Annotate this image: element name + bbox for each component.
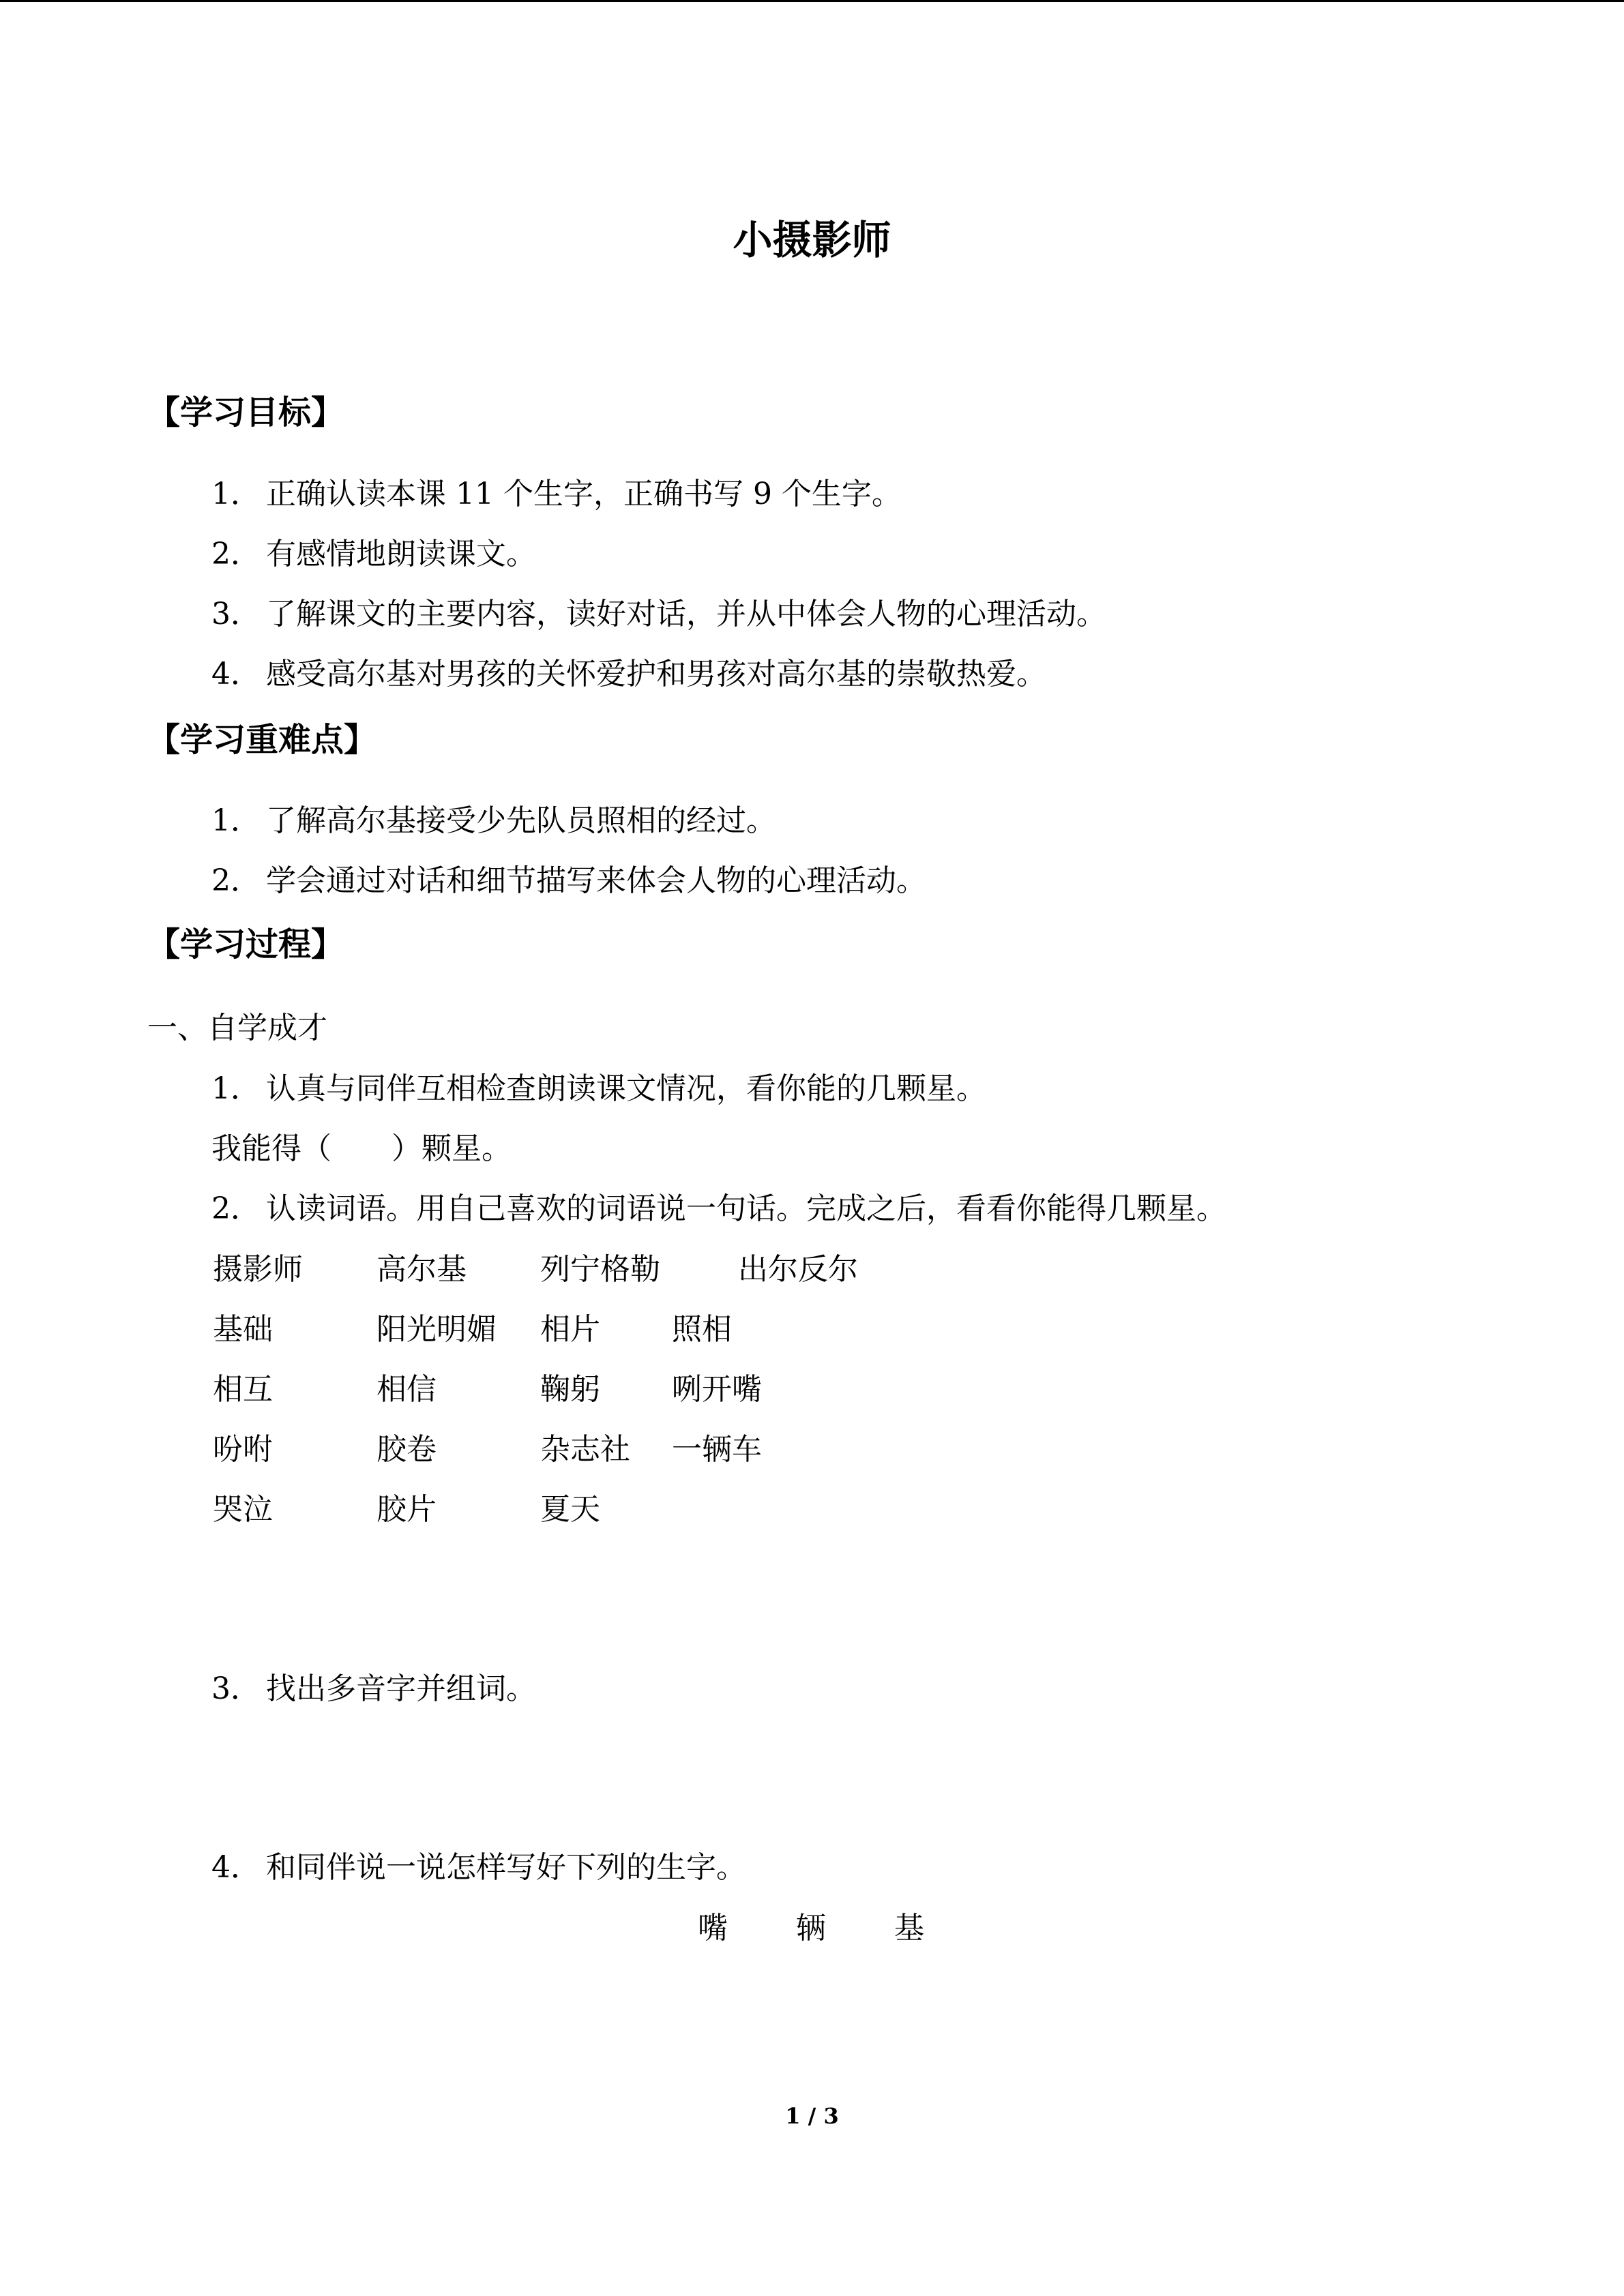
section-heading-process: 【学习过程】	[147, 925, 344, 964]
vocab-word: 列宁格勒	[540, 1252, 660, 1287]
item-text: 了解课文的主要内容，读好对话，并从中体会人物的心理活动。	[266, 597, 1106, 631]
item-number: 4．	[211, 657, 261, 691]
item-text: 了解高尔基接受少先队员照相的经过。	[266, 803, 776, 838]
vocab-word: 胶卷	[377, 1432, 437, 1467]
page-number: 1 / 3	[785, 2103, 839, 2129]
item-text: 有感情地朗读课文。	[266, 537, 536, 571]
item-number: 1．	[211, 477, 261, 511]
vocab-word: 哭泣	[213, 1492, 273, 1527]
vocab-word: 杂志社	[540, 1432, 630, 1467]
vocab-word: 相片	[540, 1312, 600, 1347]
vocab-word: 摄影师	[213, 1252, 303, 1287]
item-text: 认真与同伴互相检查朗读课文情况，看你能的几颗星。	[266, 1071, 986, 1106]
item-number: 2．	[211, 1191, 261, 1226]
section-heading-goals: 【学习目标】	[147, 393, 344, 432]
item-text: 认读词语。用自己喜欢的词语说一句话。完成之后，看看你能得几颗星。	[266, 1191, 1226, 1226]
vocab-word: 咧开嘴	[672, 1372, 762, 1407]
item-text: 找出多音字并组词。	[266, 1671, 536, 1706]
item-number: 1．	[211, 803, 261, 838]
vocab-word: 相信	[377, 1372, 437, 1407]
vocab-word: 照相	[672, 1312, 732, 1347]
item-number: 4．	[211, 1850, 261, 1885]
goal-item	[211, 473, 902, 516]
vocab-word: 鞠躬	[540, 1372, 600, 1407]
vocab-word: 阳光明媚	[377, 1312, 497, 1347]
item-text: 学会通过对话和细节描写来体会人物的心理活动。	[266, 863, 926, 898]
item-text: 感受高尔基对男孩的关怀爱护和男孩对高尔基的崇敬热爱。	[266, 657, 1046, 691]
part-title: 一、自学成才	[147, 1011, 327, 1045]
question-3	[211, 1667, 536, 1711]
item-text: 和同伴说一说怎样写好下列的生字。	[266, 1850, 746, 1885]
item-number: 1．	[211, 1071, 261, 1106]
question-1	[211, 1067, 986, 1111]
practice-character: 基	[894, 1911, 924, 1945]
question-2	[211, 1187, 1226, 1231]
question-1-answer: 我能得（ ）颗星。	[211, 1131, 512, 1166]
practice-character: 嘴	[698, 1911, 728, 1945]
item-number: 2．	[211, 863, 261, 898]
key-point-item	[211, 799, 776, 843]
vocab-word: 夏天	[540, 1492, 600, 1527]
practice-character: 辆	[796, 1911, 826, 1945]
goal-item	[211, 593, 1106, 636]
item-number: 2．	[211, 537, 261, 571]
item-number: 3．	[211, 1671, 261, 1706]
vocab-word: 基础	[213, 1312, 273, 1347]
page-title: 小摄影师	[733, 217, 891, 263]
item-text: 正确认读本课 11 个生字，正确书写 9 个生字。	[266, 477, 902, 511]
vocab-word: 相互	[213, 1372, 273, 1407]
goal-item	[211, 653, 1046, 696]
vocab-word: 胶片	[377, 1492, 437, 1527]
question-4	[211, 1846, 746, 1890]
item-number: 3．	[211, 597, 261, 631]
vocab-word: 出尔反尔	[738, 1252, 858, 1287]
key-point-item	[211, 859, 926, 903]
goal-item	[211, 533, 536, 576]
vocab-word: 吩咐	[213, 1432, 273, 1467]
section-heading-key-points: 【学习重难点】	[147, 721, 377, 759]
vocab-word: 一辆车	[672, 1432, 762, 1467]
vocab-word: 高尔基	[377, 1252, 467, 1287]
